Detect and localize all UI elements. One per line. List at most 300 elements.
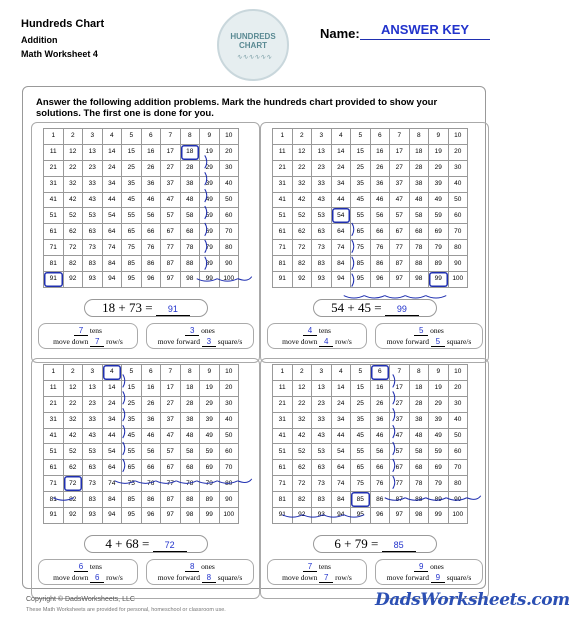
chart-cell[interactable]: 36 [370,412,390,428]
chart-cell[interactable]: 25 [351,396,371,412]
chart-cell[interactable]: 14 [102,380,122,396]
chart-cell[interactable]: 7 [161,129,181,145]
chart-cell[interactable]: 58 [409,444,429,460]
chart-cell[interactable]: 5 [122,365,142,381]
chart-cell[interactable]: 8 [180,365,200,381]
chart-cell[interactable]: 80 [448,240,468,256]
chart-cell[interactable]: 12 [292,380,312,396]
chart-cell[interactable]: 35 [351,176,371,192]
chart-cell[interactable]: 58 [180,444,200,460]
chart-cell[interactable]: 7 [161,365,181,381]
chart-cell[interactable]: 43 [312,428,332,444]
chart-cell[interactable]: 44 [331,192,351,208]
chart-cell[interactable]: 10 [219,365,239,381]
chart-cell[interactable]: 76 [370,240,390,256]
chart-cell[interactable]: 55 [122,444,142,460]
chart-cell[interactable]: 58 [180,208,200,224]
chart-cell[interactable]: 43 [83,428,103,444]
chart-cell[interactable]: 7 [390,129,410,145]
chart-cell[interactable]: 71 [44,476,64,492]
chart-cell[interactable]: 31 [273,176,293,192]
chart-cell[interactable]: 62 [292,460,312,476]
chart-cell[interactable]: 29 [429,160,449,176]
chart-cell[interactable]: 64 [331,224,351,240]
chart-cell[interactable]: 67 [390,224,410,240]
chart-cell[interactable]: 24 [331,396,351,412]
chart-cell[interactable]: 1 [44,365,64,381]
chart-cell[interactable]: 97 [161,272,181,288]
chart-cell[interactable]: 8 [409,365,429,381]
chart-cell[interactable]: 88 [180,492,200,508]
chart-cell[interactable]: 93 [83,508,103,524]
tens-field[interactable]: 4 [303,326,317,336]
chart-cell[interactable]: 33 [83,176,103,192]
chart-cell[interactable]: 50 [219,428,239,444]
chart-cell[interactable]: 15 [122,144,142,160]
chart-cell[interactable]: 14 [102,144,122,160]
chart-cell[interactable]: 21 [273,160,293,176]
chart-cell[interactable]: 37 [161,412,181,428]
chart-cell[interactable]: 85 [122,492,142,508]
chart-cell[interactable]: 56 [370,444,390,460]
chart-cell[interactable]: 13 [83,380,103,396]
chart-cell[interactable]: 96 [141,272,161,288]
chart-cell[interactable]: 60 [219,444,239,460]
chart-cell[interactable]: 9 [429,129,449,145]
chart-cell[interactable]: 18 [409,380,429,396]
chart-cell[interactable]: 75 [122,476,142,492]
chart-cell[interactable]: 71 [273,476,293,492]
chart-cell[interactable]: 63 [83,224,103,240]
chart-cell[interactable]: 94 [102,508,122,524]
chart-cell[interactable]: 85 [351,492,371,508]
chart-cell[interactable]: 68 [409,224,429,240]
chart-cell[interactable]: 4 [331,129,351,145]
chart-cell[interactable]: 26 [370,396,390,412]
chart-cell[interactable]: 86 [370,256,390,272]
chart-cell[interactable]: 91 [273,272,293,288]
chart-cell[interactable]: 73 [83,240,103,256]
chart-cell[interactable]: 14 [331,380,351,396]
chart-cell[interactable]: 90 [448,256,468,272]
chart-cell[interactable]: 42 [63,192,83,208]
chart-cell[interactable]: 84 [331,492,351,508]
chart-cell[interactable]: 40 [448,176,468,192]
chart-cell[interactable]: 29 [429,396,449,412]
chart-cell[interactable]: 6 [370,129,390,145]
chart-cell[interactable]: 20 [448,380,468,396]
chart-cell[interactable]: 11 [44,144,64,160]
chart-cell[interactable]: 71 [273,240,293,256]
chart-cell[interactable]: 70 [219,224,239,240]
chart-cell[interactable]: 97 [390,508,410,524]
chart-cell[interactable]: 99 [200,272,220,288]
chart-cell[interactable]: 35 [351,412,371,428]
chart-cell[interactable]: 65 [351,224,371,240]
chart-cell[interactable]: 77 [161,240,181,256]
chart-cell[interactable]: 84 [331,256,351,272]
chart-cell[interactable]: 44 [331,428,351,444]
chart-cell[interactable]: 49 [200,192,220,208]
chart-cell[interactable]: 13 [312,380,332,396]
chart-cell[interactable]: 41 [273,192,293,208]
chart-cell[interactable]: 86 [141,492,161,508]
chart-cell[interactable]: 67 [390,460,410,476]
chart-cell[interactable]: 99 [200,508,220,524]
chart-cell[interactable]: 42 [63,428,83,444]
chart-cell[interactable]: 77 [390,240,410,256]
chart-cell[interactable]: 53 [312,444,332,460]
chart-cell[interactable]: 16 [141,144,161,160]
chart-cell[interactable]: 67 [161,224,181,240]
chart-cell[interactable]: 8 [180,129,200,145]
chart-cell[interactable]: 83 [83,256,103,272]
chart-cell[interactable]: 22 [292,396,312,412]
chart-cell[interactable]: 17 [161,380,181,396]
chart-cell[interactable]: 22 [292,160,312,176]
chart-cell[interactable]: 2 [63,129,83,145]
chart-cell[interactable]: 66 [370,460,390,476]
chart-cell[interactable]: 51 [273,208,293,224]
chart-cell[interactable]: 91 [44,272,64,288]
chart-cell[interactable]: 57 [161,444,181,460]
chart-cell[interactable]: 10 [448,129,468,145]
chart-cell[interactable]: 70 [448,224,468,240]
chart-cell[interactable]: 46 [370,428,390,444]
chart-cell[interactable]: 63 [312,460,332,476]
chart-cell[interactable]: 44 [102,428,122,444]
chart-cell[interactable]: 94 [331,272,351,288]
ones-field[interactable]: 3 [185,326,199,336]
chart-cell[interactable]: 30 [448,160,468,176]
chart-cell[interactable]: 41 [273,428,293,444]
chart-cell[interactable]: 79 [429,240,449,256]
chart-cell[interactable]: 95 [351,508,371,524]
chart-cell[interactable]: 83 [312,492,332,508]
chart-cell[interactable]: 28 [180,396,200,412]
chart-cell[interactable]: 88 [409,492,429,508]
chart-cell[interactable]: 19 [429,144,449,160]
chart-cell[interactable]: 89 [429,492,449,508]
chart-cell[interactable]: 47 [390,428,410,444]
chart-cell[interactable]: 3 [312,129,332,145]
chart-cell[interactable]: 34 [331,412,351,428]
chart-cell[interactable]: 58 [409,208,429,224]
chart-cell[interactable]: 33 [312,412,332,428]
chart-cell[interactable]: 47 [390,192,410,208]
chart-cell[interactable]: 66 [141,460,161,476]
chart-cell[interactable]: 32 [63,176,83,192]
chart-cell[interactable]: 39 [200,176,220,192]
chart-cell[interactable]: 72 [292,240,312,256]
chart-cell[interactable]: 11 [273,144,293,160]
chart-cell[interactable]: 41 [44,192,64,208]
answer-field[interactable]: 91 [156,303,190,316]
chart-cell[interactable]: 97 [161,508,181,524]
forward-field[interactable]: 5 [431,337,445,347]
chart-cell[interactable]: 23 [83,396,103,412]
chart-cell[interactable]: 15 [122,380,142,396]
chart-cell[interactable]: 69 [200,224,220,240]
chart-cell[interactable]: 84 [102,256,122,272]
down-field[interactable]: 4 [319,337,333,347]
chart-cell[interactable]: 64 [102,460,122,476]
chart-cell[interactable]: 13 [312,144,332,160]
forward-field[interactable]: 8 [202,573,216,583]
chart-cell[interactable]: 26 [141,160,161,176]
chart-cell[interactable]: 9 [200,365,220,381]
chart-cell[interactable]: 100 [219,508,239,524]
chart-cell[interactable]: 23 [312,160,332,176]
chart-cell[interactable]: 74 [102,476,122,492]
chart-cell[interactable]: 66 [141,224,161,240]
chart-cell[interactable]: 4 [102,365,122,381]
chart-cell[interactable]: 89 [200,492,220,508]
chart-cell[interactable]: 27 [390,160,410,176]
chart-cell[interactable]: 57 [161,208,181,224]
chart-cell[interactable]: 41 [44,428,64,444]
chart-cell[interactable]: 38 [180,412,200,428]
chart-cell[interactable]: 89 [200,256,220,272]
chart-cell[interactable]: 24 [102,160,122,176]
forward-field[interactable]: 3 [202,337,216,347]
chart-cell[interactable]: 22 [63,396,83,412]
chart-cell[interactable]: 15 [351,144,371,160]
chart-cell[interactable]: 61 [44,460,64,476]
chart-cell[interactable]: 60 [448,444,468,460]
chart-cell[interactable]: 71 [44,240,64,256]
chart-cell[interactable]: 43 [83,192,103,208]
chart-cell[interactable]: 49 [429,428,449,444]
chart-cell[interactable]: 82 [292,492,312,508]
chart-cell[interactable]: 72 [63,240,83,256]
chart-cell[interactable]: 56 [141,208,161,224]
chart-cell[interactable]: 32 [63,412,83,428]
down-field[interactable]: 6 [90,573,104,583]
chart-cell[interactable]: 80 [448,476,468,492]
chart-cell[interactable]: 2 [63,365,83,381]
chart-cell[interactable]: 48 [409,428,429,444]
chart-cell[interactable]: 87 [390,492,410,508]
chart-cell[interactable]: 5 [122,129,142,145]
chart-cell[interactable]: 79 [200,476,220,492]
chart-cell[interactable]: 5 [351,365,371,381]
chart-cell[interactable]: 17 [161,144,181,160]
chart-cell[interactable]: 38 [409,176,429,192]
chart-cell[interactable]: 88 [180,256,200,272]
chart-cell[interactable]: 39 [429,176,449,192]
chart-cell[interactable]: 1 [273,365,293,381]
ones-field[interactable]: 9 [414,562,428,572]
chart-cell[interactable]: 27 [161,396,181,412]
chart-cell[interactable]: 78 [409,476,429,492]
chart-cell[interactable]: 38 [180,176,200,192]
chart-cell[interactable]: 55 [351,208,371,224]
chart-cell[interactable]: 36 [370,176,390,192]
chart-cell[interactable]: 80 [219,476,239,492]
chart-cell[interactable]: 31 [44,176,64,192]
chart-cell[interactable]: 48 [180,428,200,444]
chart-cell[interactable]: 82 [63,256,83,272]
chart-cell[interactable]: 31 [44,412,64,428]
chart-cell[interactable]: 2 [292,365,312,381]
chart-cell[interactable]: 2 [292,129,312,145]
chart-cell[interactable]: 40 [448,412,468,428]
chart-cell[interactable]: 10 [219,129,239,145]
chart-cell[interactable]: 54 [102,444,122,460]
chart-cell[interactable]: 50 [448,428,468,444]
chart-cell[interactable]: 65 [122,224,142,240]
chart-cell[interactable]: 94 [102,272,122,288]
chart-cell[interactable]: 55 [122,208,142,224]
chart-cell[interactable]: 59 [200,208,220,224]
chart-cell[interactable]: 70 [219,460,239,476]
chart-cell[interactable]: 27 [390,396,410,412]
chart-cell[interactable]: 54 [331,208,351,224]
chart-cell[interactable]: 13 [83,144,103,160]
chart-cell[interactable]: 72 [63,476,83,492]
chart-cell[interactable]: 25 [122,160,142,176]
chart-cell[interactable]: 16 [370,144,390,160]
chart-cell[interactable]: 53 [83,444,103,460]
chart-cell[interactable]: 23 [83,160,103,176]
chart-cell[interactable]: 4 [102,129,122,145]
chart-cell[interactable]: 20 [448,144,468,160]
chart-cell[interactable]: 90 [448,492,468,508]
chart-cell[interactable]: 49 [200,428,220,444]
chart-cell[interactable]: 31 [273,412,293,428]
chart-cell[interactable]: 64 [331,460,351,476]
chart-cell[interactable]: 76 [370,476,390,492]
tens-field[interactable]: 7 [303,562,317,572]
chart-cell[interactable]: 51 [44,208,64,224]
chart-cell[interactable]: 3 [83,365,103,381]
chart-cell[interactable]: 96 [370,272,390,288]
chart-cell[interactable]: 18 [180,144,200,160]
chart-cell[interactable]: 70 [448,460,468,476]
chart-cell[interactable]: 78 [180,240,200,256]
chart-cell[interactable]: 63 [312,224,332,240]
chart-cell[interactable]: 90 [219,492,239,508]
chart-cell[interactable]: 75 [122,240,142,256]
chart-cell[interactable]: 83 [83,492,103,508]
chart-cell[interactable]: 79 [429,476,449,492]
chart-cell[interactable]: 21 [44,160,64,176]
chart-cell[interactable]: 54 [331,444,351,460]
chart-cell[interactable]: 23 [312,396,332,412]
chart-cell[interactable]: 99 [429,508,449,524]
chart-cell[interactable]: 39 [429,412,449,428]
chart-cell[interactable]: 98 [180,272,200,288]
chart-cell[interactable]: 62 [292,224,312,240]
answer-field[interactable]: 99 [385,303,419,316]
forward-field[interactable]: 9 [431,573,445,583]
chart-cell[interactable]: 30 [448,396,468,412]
chart-cell[interactable]: 11 [44,380,64,396]
chart-cell[interactable]: 46 [370,192,390,208]
chart-cell[interactable]: 61 [273,460,293,476]
tens-field[interactable]: 6 [74,562,88,572]
chart-cell[interactable]: 66 [370,224,390,240]
chart-cell[interactable]: 93 [312,272,332,288]
chart-cell[interactable]: 86 [141,256,161,272]
answer-field[interactable]: 85 [382,539,416,552]
chart-cell[interactable]: 16 [370,380,390,396]
chart-cell[interactable]: 88 [409,256,429,272]
chart-cell[interactable]: 96 [370,508,390,524]
chart-cell[interactable]: 3 [83,129,103,145]
chart-cell[interactable]: 37 [390,176,410,192]
chart-cell[interactable]: 79 [200,240,220,256]
chart-cell[interactable]: 24 [102,396,122,412]
chart-cell[interactable]: 96 [141,508,161,524]
down-field[interactable]: 7 [319,573,333,583]
chart-cell[interactable]: 34 [331,176,351,192]
chart-cell[interactable]: 75 [351,476,371,492]
chart-cell[interactable]: 40 [219,176,239,192]
chart-cell[interactable]: 61 [44,224,64,240]
chart-cell[interactable]: 76 [141,476,161,492]
chart-cell[interactable]: 50 [219,192,239,208]
chart-cell[interactable]: 21 [273,396,293,412]
chart-cell[interactable]: 18 [409,144,429,160]
chart-cell[interactable]: 81 [44,492,64,508]
chart-cell[interactable]: 100 [448,508,468,524]
chart-cell[interactable]: 62 [63,224,83,240]
chart-cell[interactable]: 56 [141,444,161,460]
chart-cell[interactable]: 37 [161,176,181,192]
chart-cell[interactable]: 37 [390,412,410,428]
chart-cell[interactable]: 98 [180,508,200,524]
chart-cell[interactable]: 78 [409,240,429,256]
chart-cell[interactable]: 10 [448,365,468,381]
chart-cell[interactable]: 28 [180,160,200,176]
chart-cell[interactable]: 74 [331,240,351,256]
chart-cell[interactable]: 45 [122,192,142,208]
chart-cell[interactable]: 69 [429,224,449,240]
chart-cell[interactable]: 26 [370,160,390,176]
chart-cell[interactable]: 85 [351,256,371,272]
chart-cell[interactable]: 60 [219,208,239,224]
chart-cell[interactable]: 93 [312,508,332,524]
chart-cell[interactable]: 59 [429,444,449,460]
chart-cell[interactable]: 95 [122,272,142,288]
chart-cell[interactable]: 24 [331,160,351,176]
tens-field[interactable]: 7 [74,326,88,336]
chart-cell[interactable]: 33 [312,176,332,192]
chart-cell[interactable]: 32 [292,176,312,192]
chart-cell[interactable]: 26 [141,396,161,412]
chart-cell[interactable]: 68 [180,224,200,240]
chart-cell[interactable]: 73 [312,476,332,492]
chart-cell[interactable]: 77 [390,476,410,492]
chart-cell[interactable]: 30 [219,160,239,176]
chart-cell[interactable]: 6 [141,129,161,145]
chart-cell[interactable]: 97 [390,272,410,288]
chart-cell[interactable]: 83 [312,256,332,272]
chart-cell[interactable]: 54 [102,208,122,224]
chart-cell[interactable]: 39 [200,412,220,428]
chart-cell[interactable]: 14 [331,144,351,160]
chart-cell[interactable]: 29 [200,160,220,176]
chart-cell[interactable]: 82 [63,492,83,508]
chart-cell[interactable]: 60 [448,208,468,224]
chart-cell[interactable]: 65 [122,460,142,476]
chart-cell[interactable]: 35 [122,176,142,192]
chart-cell[interactable]: 94 [331,508,351,524]
chart-cell[interactable]: 92 [63,272,83,288]
chart-cell[interactable]: 34 [102,412,122,428]
